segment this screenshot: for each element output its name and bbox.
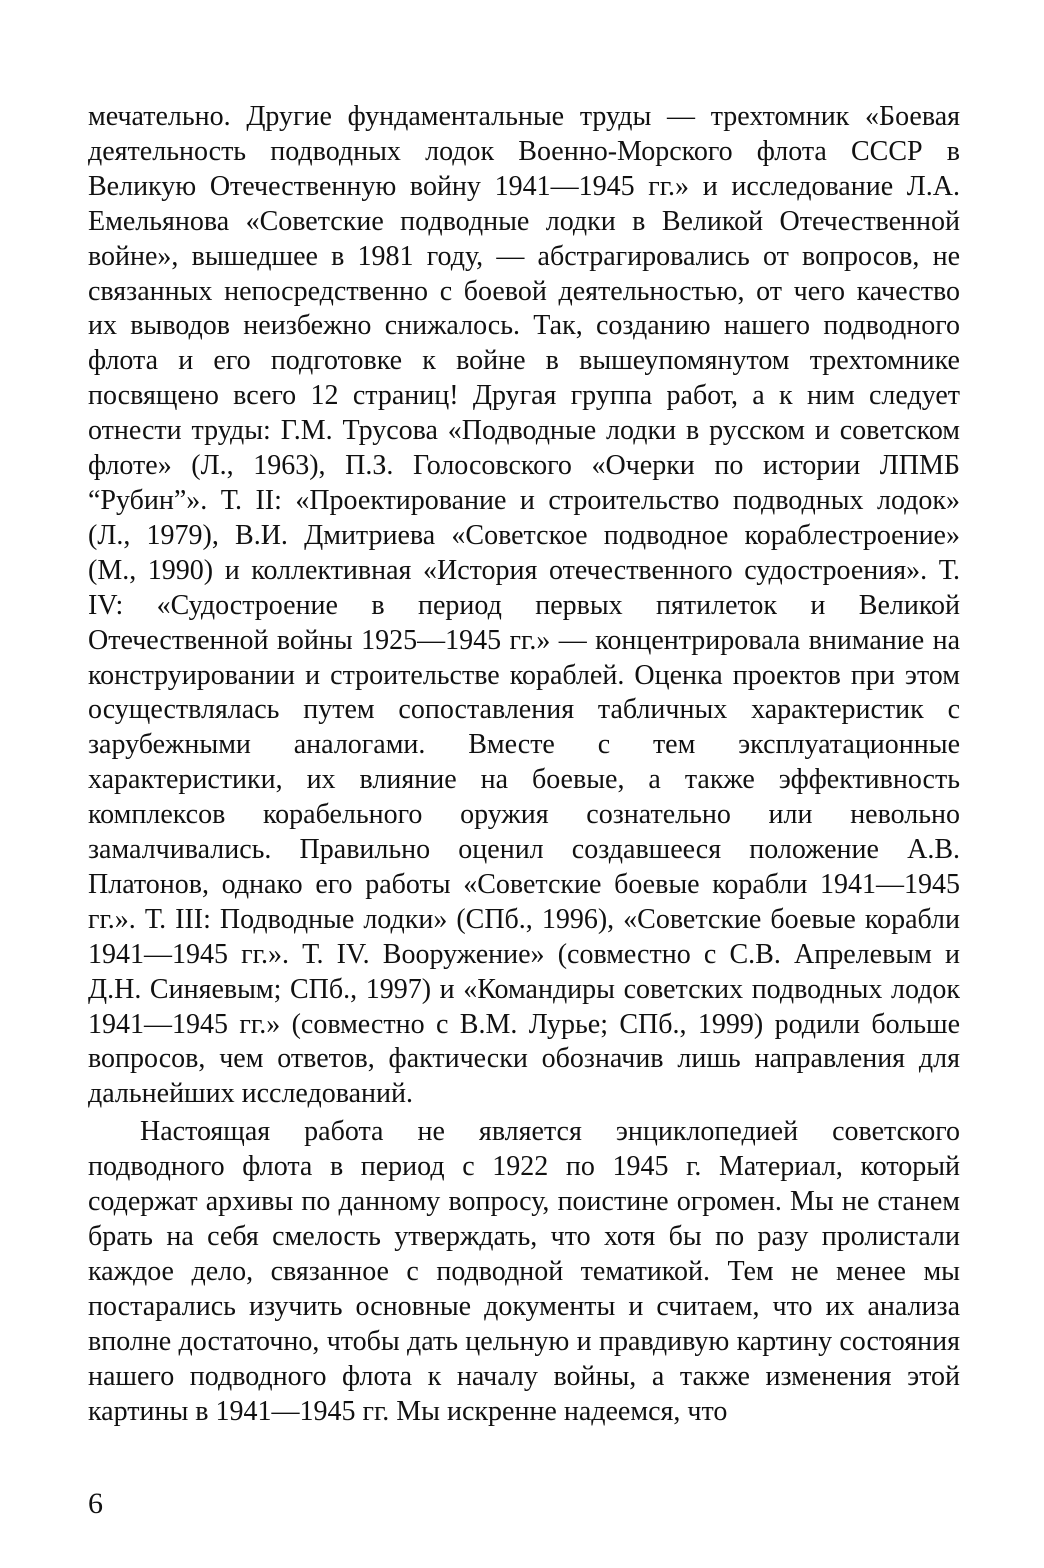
paragraph-1: мечательно. Другие фундаментальные труды — трехтомник «Боевая деятельность подводных лодок Военно-Морского флота СССР в Великую Отечественную войну 1941—1945 гг.» и исследование Л.А. Емельянова «Советские подводные лодки в Великой Отечественной войне», вышедшее в 1981 году, — абстрагировались от вопросов, не связанных непосредственно с боевой деятельностью, от чего качество их выводов неизбежно снижалось. Так, созданию нашего подводного флота и его подготовке к войне в вышеупомянутом трехтомнике посвящено всего 12 страниц! Другая группа работ, а к ним следует отнести труды: Г.М. Трусова «Подводные лодки в русском и советском флоте» (Л., 1963), П.З. Голосовского «Очерки по истории ЛПМБ “Рубин”». Т. II: «Проектирование и строительство подводных лодок» (Л., 1979), В.И. Дмитриева «Советское подводное кораблестроение» (М., 1990) и коллективная «История отечественного судостроения». Т. IV: «Судостроение в период первых пятилеток и Великой Отечественной войны 1925—1945 гг.» — концентрировала внимание на конструировании и строительстве кораблей. Оценка проектов при этом осуществлялась путем сопоставления табличных характеристик с зарубежными аналогами. Вместе с тем эксплуатационные характеристики, их влияние на боевые, а также эффективность комплексов корабельного оружия сознательно или невольно замалчивались. Правильно оценил создавшееся положение А.В. Платонов, однако его работы «Советские боевые корабли 1941—1945 гг.». Т. III: Подводные лодки» (СПб., 1996), «Советские боевые корабли 1941—1945 гг.». Т. IV. Вооружение» (совместно с С.В. Апрелевым и Д.Н. Синяевым; СПб., 1997) и «Командиры советских подводных лодок 1941—1945 гг.» (совместно с В.М. Лурье; СПб., 1999) родили больше вопросов, чем ответов, фактически обозначив лишь направления для дальнейших исследований. xyxy=(88,101,960,1110)
paragraph-2: Настоящая работа не является энциклопедией советского подводного флота в период с 1922 по 1945 г. Материал, который содержат архивы по данному вопросу, поистине огромен. Мы не станем брать на себя смелость утверждать, что хотя бы по разу пролистали каждое дело, связанное с подводной тематикой. Тем не менее мы постарались изучить основные документы и считаем, что их анализа вполне достаточно, чтобы дать цельную и правдивую картину состояния нашего подводного флота к началу войны, а также изменения этой картины в 1941—1945 гг. Мы искренне надеемся, что xyxy=(88,1116,960,1427)
page-number: 6 xyxy=(88,1487,103,1520)
body-text xyxy=(88,100,960,1429)
